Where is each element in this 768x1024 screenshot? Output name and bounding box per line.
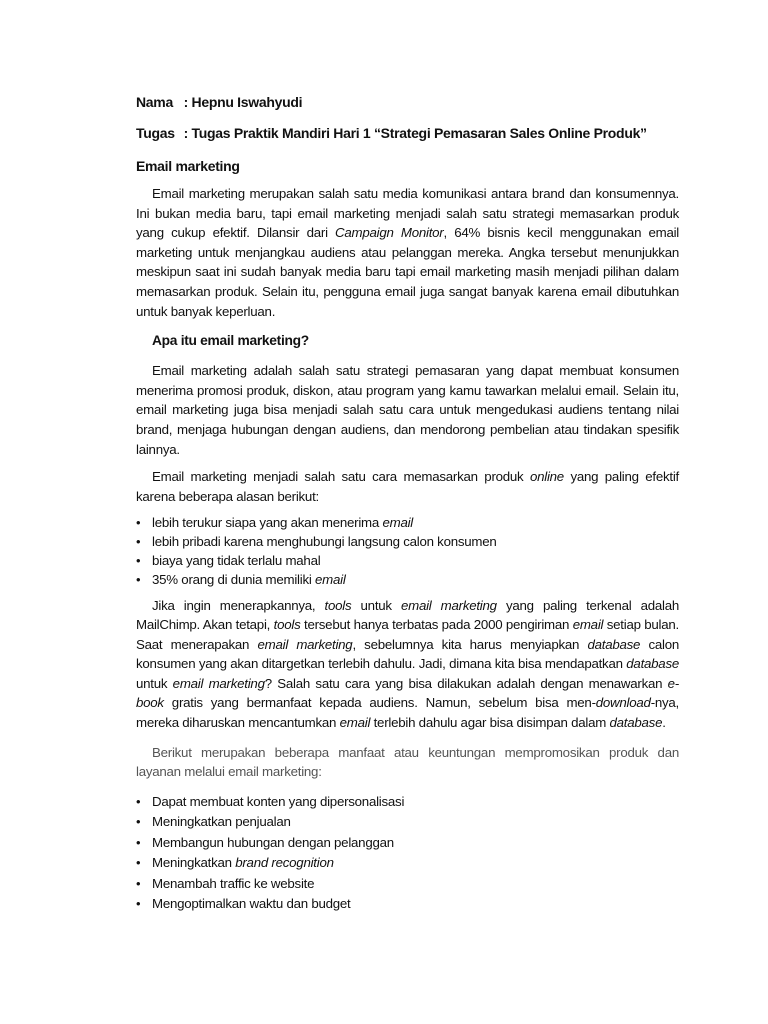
name-label: Nama bbox=[136, 94, 173, 110]
mc-i3: tools bbox=[273, 617, 301, 633]
list-item bbox=[136, 571, 679, 590]
list-item-italic: email bbox=[315, 571, 346, 587]
intro-paragraph bbox=[136, 184, 679, 321]
list-item-text: Menambah traffic ke website bbox=[152, 875, 315, 891]
mc-s7: calon konsumen yang akan ditargetkan terlebih dahulu. Jadi, dimana kita bisa mendapatkan bbox=[136, 636, 679, 672]
document-body bbox=[136, 90, 679, 915]
mc-i1: tools bbox=[324, 597, 352, 613]
list-item bbox=[136, 812, 679, 833]
intro-source: Campaign Monitor bbox=[335, 225, 444, 241]
task-line bbox=[136, 123, 679, 143]
mc-s1: Jika ingin menerapkannya, bbox=[152, 597, 325, 613]
mailchimp-paragraph bbox=[136, 596, 679, 733]
definition-paragraph: Email marketing adalah salah satu strategi pemasaran yang dapat membuat konsumen menerima promosi produk, diskon, atau program yang kamu tawarkan melalui email. Selain itu, email marketing juga bisa menjadi salah satu cara untuk mengedukasi audiens tentang nilai brand, menjaga hubungan dengan audiens, dan mendorong pembelian atau tindakan spesifik lainnya. bbox=[136, 363, 679, 457]
mc-s3: yang paling terkenal adalah MailChimp. Akan tetapi, bbox=[136, 597, 680, 633]
reasons-intro-a: Email marketing menjadi salah satu cara memasarkan produk bbox=[152, 469, 530, 485]
reasons-intro-italic: online bbox=[529, 469, 564, 485]
reasons-intro-paragraph bbox=[136, 467, 679, 506]
mc-s5: setiap bulan. Saat menerapakan bbox=[136, 617, 680, 652]
mc-i11: email bbox=[339, 715, 371, 731]
mc-s6: , sebelumnya kita harus menyiapkan bbox=[352, 636, 588, 652]
benefits-list bbox=[136, 792, 679, 915]
mc-i2: email marketing bbox=[400, 597, 497, 613]
list-item-text: 35% orang di dunia memiliki bbox=[152, 571, 315, 587]
mc-i5: email marketing bbox=[257, 636, 353, 652]
list-item bbox=[136, 533, 679, 552]
list-item bbox=[136, 853, 679, 874]
mc-i8: email marketing bbox=[172, 675, 265, 691]
task-value: : Tugas Praktik Mandiri Hari 1 “Strategi Pemasaran Sales Online Produk” bbox=[183, 125, 647, 141]
mc-s11: -nya, mereka diharuskan mencantumkan bbox=[136, 695, 679, 731]
mc-i6: database bbox=[587, 636, 641, 652]
mc-i7: database bbox=[626, 656, 679, 672]
mc-s2: untuk bbox=[351, 597, 401, 613]
list-item bbox=[136, 514, 679, 533]
list-item-text: Dapat membuat konten yang dipersonalisasi bbox=[152, 793, 405, 809]
intro-text-a: Email marketing merupakan salah satu media komunikasi antara brand dan konsumennya. Ini bukan media baru, tapi email marketing menjadi salah satu strategi memasarkan produk yang cukup efektif. Dilansir dari bbox=[136, 186, 679, 241]
list-item-text: Meningkatkan bbox=[152, 855, 236, 871]
mc-s8: untuk bbox=[136, 675, 173, 691]
list-item-italic: brand recognition bbox=[235, 855, 334, 871]
list-item bbox=[136, 894, 679, 915]
list-item-text: lebih terukur siapa yang akan menerima bbox=[152, 515, 383, 531]
list-item bbox=[136, 792, 679, 813]
mc-s12: terlebih dahulu agar bisa disimpan dalam bbox=[370, 715, 610, 731]
list-item bbox=[136, 552, 679, 571]
list-item-italic: email bbox=[382, 515, 413, 531]
list-item-text: lebih pribadi karena menghubungi langsung calon konsumen bbox=[152, 534, 497, 550]
list-item-text: Mengoptimalkan waktu dan budget bbox=[152, 896, 351, 912]
section-title: Email marketing bbox=[136, 158, 240, 174]
name-value: : Hepnu Iswahyudi bbox=[183, 94, 303, 110]
subheading: Apa itu email marketing? bbox=[152, 333, 309, 349]
list-item bbox=[136, 833, 679, 854]
list-item-text: Meningkatkan penjualan bbox=[152, 814, 291, 830]
mc-i10: download bbox=[595, 695, 651, 711]
reasons-list bbox=[136, 514, 679, 589]
list-item-text: biaya yang tidak terlalu mahal bbox=[152, 552, 321, 568]
list-item-text: Membangun hubungan dengan pelanggan bbox=[152, 834, 394, 850]
reasons-intro-b: yang paling efektif karena beberapa alasan berikut: bbox=[136, 469, 679, 504]
task-label: Tugas bbox=[136, 125, 175, 141]
mc-s4: tersebut hanya terbatas pada 2000 pengiriman bbox=[300, 617, 573, 633]
list-item bbox=[136, 874, 679, 895]
mc-i9: e-book bbox=[136, 675, 679, 711]
mc-s10: gratis yang bermanfaat kepada audiens. Namun, sebelum bisa men- bbox=[163, 695, 596, 711]
mc-s13: . bbox=[662, 715, 666, 731]
benefits-intro-paragraph: Berikut merupakan beberapa manfaat atau keuntungan mempromosikan produk dan layanan melalui email marketing: bbox=[136, 744, 679, 780]
mc-i12: database bbox=[609, 715, 663, 731]
mc-i4: email bbox=[572, 617, 604, 633]
name-line bbox=[136, 92, 679, 112]
intro-text-b: , 64% bisnis kecil menggunakan email marketing untuk menjangkau audiens atau pelanggan mereka. Angka tersebut menunjukkan meskipun saat ini sudah banyak media baru tapi email marketing masih menjadi pilihan dalam memasarkan produk. Selain itu, pengguna email juga sangat banyak karena email dibutuhkan untuk banyak keperluan. bbox=[136, 225, 679, 319]
mc-s9: ? Salah satu cara yang bisa dilakukan adalah dengan menawarkan bbox=[264, 675, 668, 691]
